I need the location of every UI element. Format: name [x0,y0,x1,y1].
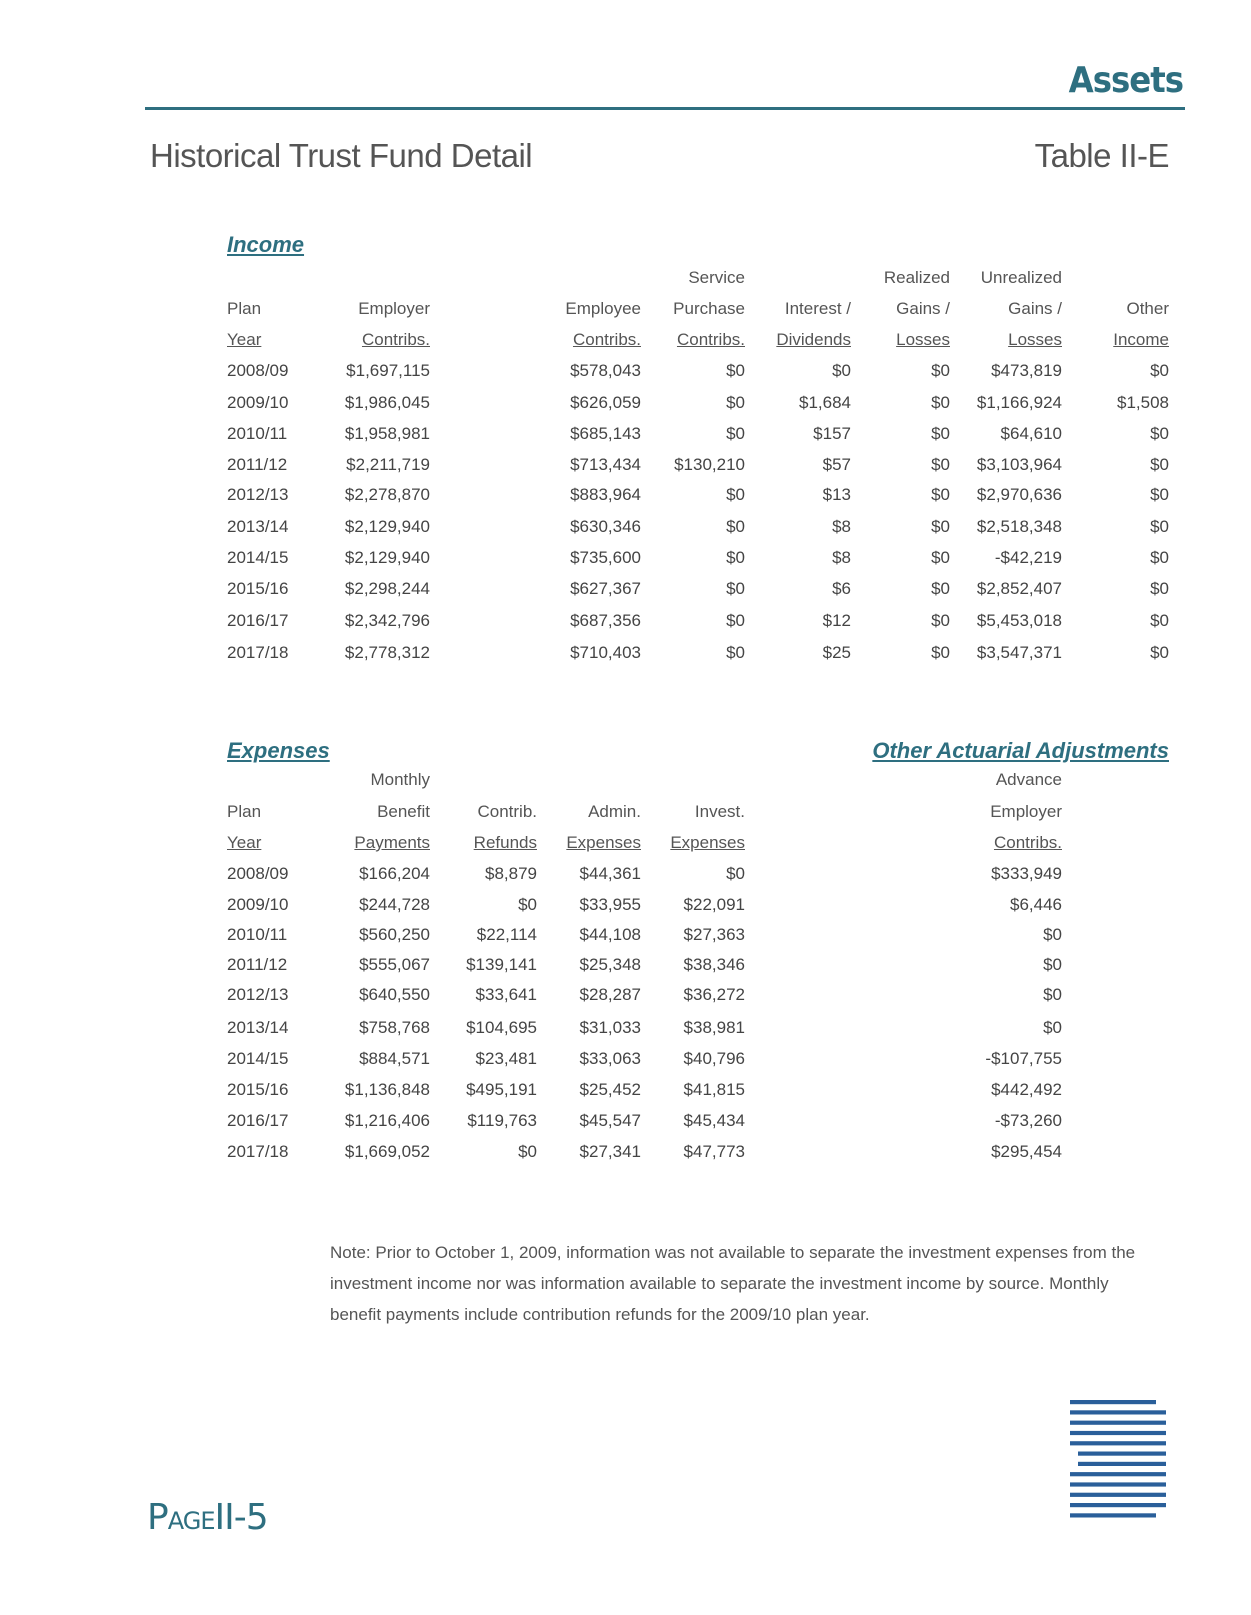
expenses-column-header: Expenses [566,833,641,852]
income-column-header: Unrealized [980,268,1062,287]
expenses-table-cell: 2015/16 [227,1080,289,1099]
logo-bar [1070,1421,1166,1425]
income-table-cell: $12 [822,611,851,630]
adjustments-column-header: Contribs. [993,833,1062,852]
expenses-table-cell: $44,108 [579,925,641,944]
expenses-table-cell: $28,287 [579,985,641,1004]
logo-bar [1070,1431,1166,1435]
expenses-table-cell: 2010/11 [227,925,288,944]
income-column-header: Losses [1008,330,1062,349]
income-table-cell: $0 [1150,548,1169,567]
income-table-cell: $5,453,018 [976,611,1062,630]
income-table-cell: $0 [1150,611,1169,630]
adjustments-table-cell: $0 [1043,925,1062,944]
income-table-cell: $0 [726,579,745,598]
expenses-table-cell: $27,341 [579,1142,641,1161]
income-table-cell: $0 [1150,643,1169,662]
section-header [147,60,1183,112]
income-heading: Income [227,232,305,257]
expenses-table-cell: $119,763 [467,1111,537,1130]
expenses-column-header: Payments [354,833,430,852]
income-table-cell: 2012/13 [227,485,289,504]
income-table-cell: $0 [726,548,745,567]
adjustments-table-cell: $333,949 [991,864,1062,883]
income-column-header: Gains / [1008,299,1062,318]
adjustments-table-cell: $6,446 [1010,895,1062,914]
logo-bar [1070,1503,1166,1507]
income-table-cell: $157 [813,424,851,443]
expenses-table-cell: $22,114 [476,925,537,944]
page-smallcaps: AGE [167,1507,215,1535]
expenses-table-cell: $0 [518,1142,537,1161]
income-column-header: Gains / [896,299,950,318]
income-table-cell: $2,518,348 [976,517,1062,536]
expenses-column-header: Invest. [694,802,745,821]
expenses-table-cell: $1,669,052 [344,1142,430,1161]
expenses-table-cell: $560,250 [359,925,430,944]
income-table-cell: $0 [931,611,950,630]
header-rule [145,107,1185,110]
expenses-column-header: Refunds [473,833,537,852]
logo-bar [1078,1452,1166,1456]
expenses-table-cell: $0 [726,864,745,883]
income-table-cell: $630,346 [570,517,641,536]
income-table-cell: $0 [931,485,950,504]
income-table-cell: $0 [726,643,745,662]
expenses-table-cell: $22,091 [683,895,745,914]
expenses-table-cell: $45,547 [579,1111,641,1130]
expenses-table-cell: $8,879 [485,864,537,883]
expenses-table-cell: $45,434 [683,1111,745,1130]
income-table-cell: $57 [822,455,851,474]
expenses-table-cell: 2009/10 [227,895,289,914]
income-table-cell: $0 [931,455,950,474]
income-table-cell: $0 [832,361,851,380]
adjustments-table-cell: $0 [1043,985,1062,1004]
income-table-cell: 2011/12 [227,455,288,474]
expenses-table-cell: 2014/15 [227,1049,289,1068]
expenses-table-cell: $495,191 [466,1080,537,1099]
income-table-cell: $710,403 [570,643,641,662]
income-table-cell: $0 [931,361,950,380]
expenses-table-cell: $27,363 [683,925,745,944]
expenses-table-cell: $0 [518,895,537,914]
expenses-column-header: Benefit [377,802,430,821]
income-table-cell: $0 [1150,517,1169,536]
income-table-cell: $13 [822,485,851,504]
income-table-cell: $473,819 [991,361,1062,380]
income-table-cell: $2,970,636 [976,485,1062,504]
expenses-column-header: Plan [227,802,262,821]
income-table-cell: $0 [931,643,950,662]
income-table-cell: $2,298,244 [344,579,430,598]
logo-bar [1070,1493,1166,1497]
income-column-header: Year [227,330,262,349]
income-table-cell: $0 [931,393,950,412]
income-column-header: Income [1113,330,1169,349]
expenses-column-header: Contrib. [477,802,537,821]
income-table-cell: $578,043 [570,361,641,380]
income-column-header: Service [688,268,745,287]
income-table-cell: 2010/11 [227,424,288,443]
expenses-table-cell: $104,695 [466,1018,537,1037]
income-table-cell: $130,210 [674,455,745,474]
expenses-column-header: Year [227,833,262,852]
income-table-cell: 2014/15 [227,548,289,567]
expenses-table-cell: $1,136,848 [344,1080,430,1099]
income-table-cell: $685,143 [570,424,641,443]
income-table-cell: $2,129,940 [344,517,430,536]
income-table-cell: $25 [822,643,851,662]
income-table-cell: $0 [1150,361,1169,380]
income-table-cell: $1,684 [799,393,851,412]
income-table-cell: $2,342,796 [344,611,430,630]
income-table-cell: $0 [931,424,950,443]
adjustments-table-cell: $442,492 [991,1080,1062,1099]
income-table-cell: $1,508 [1117,393,1169,412]
expenses-table-cell: $36,272 [683,985,745,1004]
expenses-table-cell: $555,067 [359,955,430,974]
section-label: Assets [1068,60,1183,101]
income-table-cell: 2015/16 [227,579,289,598]
income-table-cell: $1,697,115 [346,361,430,380]
expenses-table-cell: $33,955 [579,895,641,914]
income-table-cell: $2,778,312 [344,643,430,662]
adjustments-table-cell: $0 [1043,1018,1062,1037]
expenses-column-header: Expenses [670,833,745,852]
income-table-cell: 2016/17 [227,611,289,630]
page-number-value: II-5 [214,1497,268,1538]
income-table-cell: $0 [726,517,745,536]
income-table-cell: $0 [726,424,745,443]
income-table-cell: $0 [1150,485,1169,504]
expenses-table-cell: 2011/12 [227,955,288,974]
expenses-table-cell: $23,481 [475,1049,537,1068]
income-table-cell: $735,600 [570,548,641,567]
expenses-table-cell: $25,452 [579,1080,641,1099]
expenses-table-cell: $139,141 [466,955,537,974]
expenses-table-cell: $38,346 [683,955,745,974]
income-table-cell: $8 [832,517,851,536]
income-column-header: Contribs. [676,330,745,349]
income-column-header: Dividends [776,330,851,349]
logo-bar [1070,1441,1166,1445]
income-table-cell: $883,964 [570,485,641,504]
company-logo-icon [1070,1400,1166,1524]
income-column-header: Employer [358,299,430,318]
expenses-table-cell: $758,768 [359,1018,430,1037]
income-table-cell: $0 [726,361,745,380]
income-table-cell: $1,166,924 [976,393,1062,412]
expenses-table-cell: $31,033 [579,1018,641,1037]
expenses-table-cell: $33,063 [579,1049,641,1068]
income-table-cell: $2,852,407 [976,579,1062,598]
expenses-table-cell: $640,550 [359,985,430,1004]
income-table-cell: $8 [832,548,851,567]
income-table-cell: $0 [726,393,745,412]
income-column-header: Realized [883,268,950,287]
expenses-table-cell: 2016/17 [227,1111,289,1130]
page-title: Historical Trust Fund Detail [150,137,533,174]
expenses-column-header: Admin. [588,802,641,821]
income-column-header: Contribs. [361,330,430,349]
income-table-cell: $0 [931,579,950,598]
expenses-table-cell: 2013/14 [227,1018,289,1037]
page-number [147,1497,268,1538]
expenses-column-header: Monthly [370,770,430,789]
logo-bar [1070,1513,1156,1517]
logo-bar [1070,1400,1156,1404]
income-column-header: Purchase [673,299,745,318]
income-table-cell: $0 [1150,424,1169,443]
table-id: Table II-E [1034,137,1169,174]
expenses-table-cell: $1,216,406 [344,1111,430,1130]
income-table-cell: $0 [726,611,745,630]
logo-bar [1070,1472,1166,1476]
income-table-cell: $687,356 [570,611,641,630]
income-column-header: Interest / [784,299,851,318]
income-table-cell: $0 [1150,579,1169,598]
expenses-table-cell: 2008/09 [227,864,289,883]
income-table-cell: $3,547,371 [976,643,1062,662]
income-table-cell: $0 [931,517,950,536]
income-table-cell: $2,211,719 [346,455,430,474]
expenses-table-cell: $44,361 [579,864,641,883]
expenses-heading: Expenses [227,738,330,763]
expenses-table-cell: $38,981 [683,1018,745,1037]
adjustments-column-header: Employer [990,802,1062,821]
expenses-table-cell: $33,641 [475,985,537,1004]
income-table-cell: 2008/09 [227,361,289,380]
adjustments-heading: Other Actuarial Adjustments [872,738,1169,763]
income-table-cell: $1,986,045 [344,393,430,412]
income-table-cell: 2013/14 [227,517,289,536]
adjustments-table-cell: -$107,755 [985,1049,1062,1068]
adjustments-column-header: Advance [995,770,1062,789]
logo-bar [1070,1410,1166,1414]
income-column-header: Contribs. [572,330,641,349]
income-table-cell: $2,278,870 [344,485,430,504]
expenses-table-cell: $244,728 [359,895,430,914]
income-table-cell: $3,103,964 [976,455,1062,474]
expenses-table-cell: $25,348 [579,955,641,974]
income-table-cell: $0 [1150,455,1169,474]
income-table-cell: $626,059 [570,393,641,412]
expenses-table-cell: $41,815 [683,1080,745,1099]
expenses-table-cell: $47,773 [683,1142,745,1161]
income-table-cell: $6 [832,579,851,598]
logo-bar [1070,1482,1166,1486]
income-table-cell: $0 [726,485,745,504]
income-table-cell: 2009/10 [227,393,289,412]
income-column-header: Other [1126,299,1169,318]
adjustments-table-cell: -$73,260 [994,1111,1062,1130]
income-table-cell: $713,434 [570,455,641,474]
income-column-header: Employee [565,299,641,318]
income-table-cell: 2017/18 [227,643,289,662]
income-table-cell: $64,610 [1000,424,1062,443]
page-prefix: P [147,1497,168,1538]
adjustments-table-cell: $0 [1043,955,1062,974]
income-table-cell: -$42,219 [994,548,1062,567]
income-table-cell: $627,367 [570,579,641,598]
income-column-header: Plan [227,299,262,318]
income-column-header: Losses [896,330,950,349]
expenses-table-cell: 2012/13 [227,985,289,1004]
expenses-table-cell: $40,796 [683,1049,745,1068]
footnote: Note: Prior to October 1, 2009, information was not available to separate the investment expenses from the investment income nor was information available to separate the investment income by source. Monthly benefit payments include contribution refunds for the 2009/10 plan year. [330,1243,1136,1324]
expenses-table-cell: 2017/18 [227,1142,289,1161]
income-table-cell: $1,958,981 [344,424,430,443]
income-table-cell: $2,129,940 [344,548,430,567]
logo-bar [1078,1462,1166,1466]
expenses-table-cell: $166,204 [359,864,430,883]
income-table-cell: $0 [931,548,950,567]
adjustments-table-cell: $295,454 [991,1142,1062,1161]
expenses-table-cell: $884,571 [359,1049,430,1068]
